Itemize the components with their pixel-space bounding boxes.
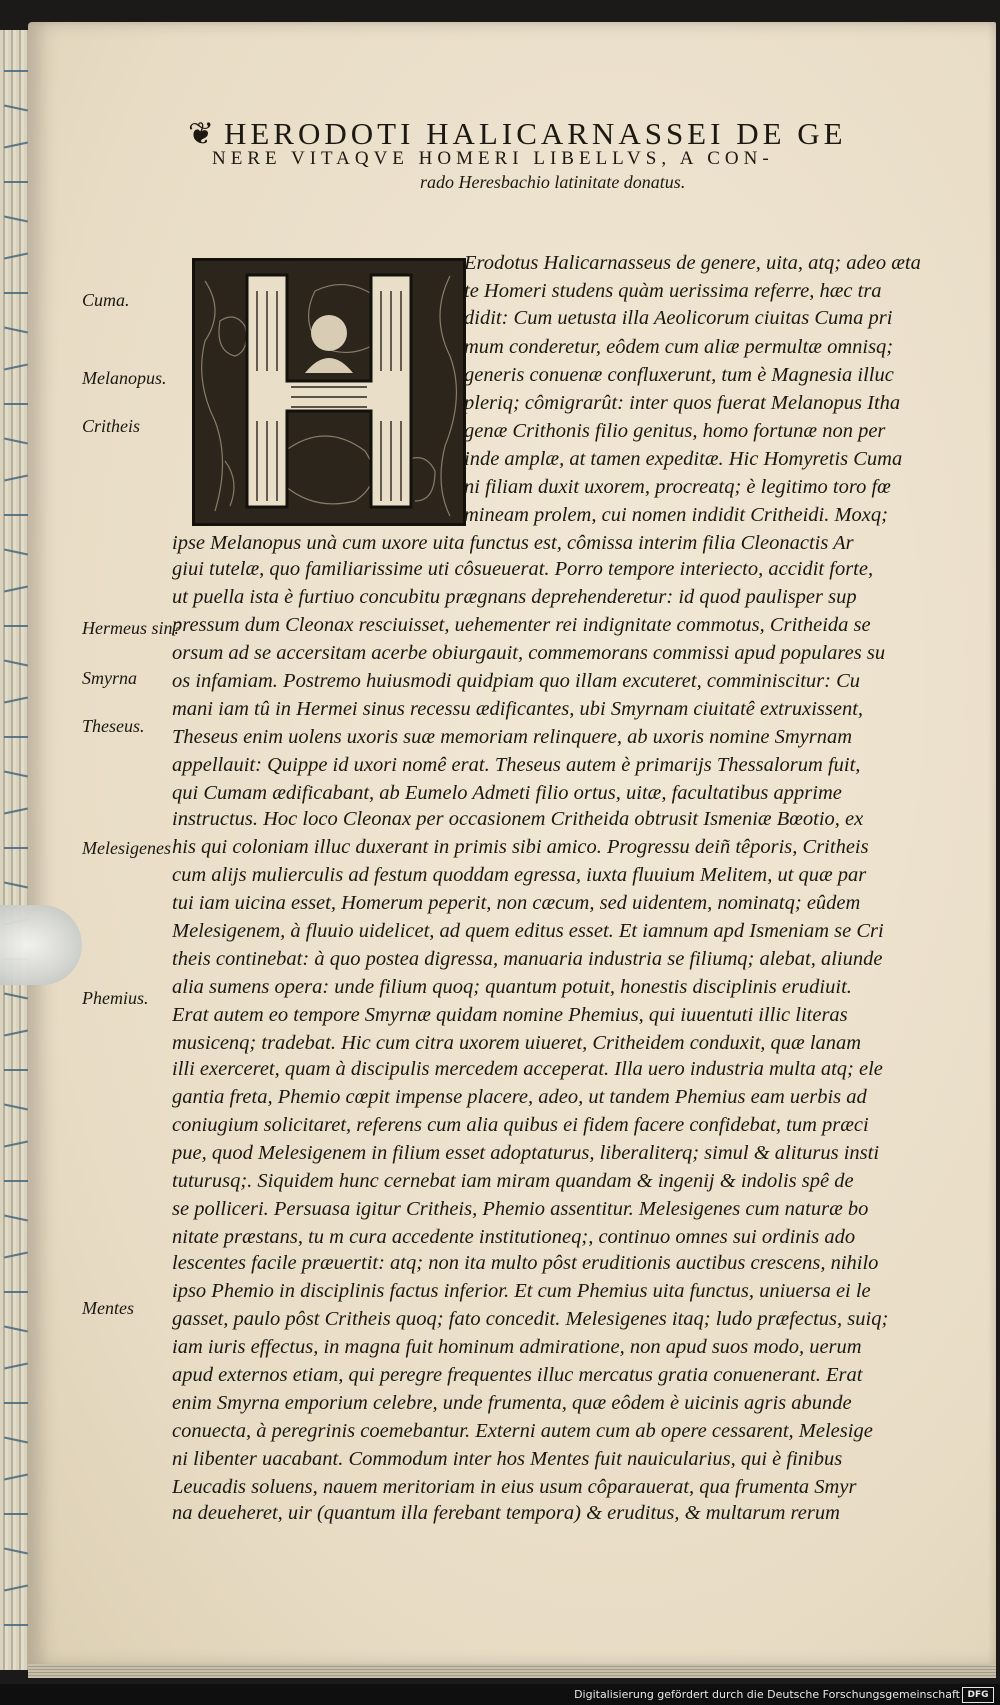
body-line: Leucadis soluens, nauem meritoriam in eius usum côparauerat, qua frumenta Smyr bbox=[172, 1476, 857, 1498]
body-line: alia sumens opera: unde filium quoq; quantum potuit, honestis disciplinis erudiuit. bbox=[172, 976, 852, 998]
binding-ink-mark bbox=[4, 1326, 28, 1333]
body-line: ut puella ista è furtiuo concubitu prægnans deprehenderetur: id quod paulisper sup bbox=[172, 586, 857, 608]
body-line: tuturusq;. Siquidem hunc cernebat iam miram quandam & ingenij & indolis spê de bbox=[172, 1170, 854, 1192]
binding-ink-mark bbox=[4, 1437, 28, 1444]
binding-ink-mark bbox=[4, 549, 28, 556]
binding-ink-mark bbox=[4, 253, 28, 260]
binding-ink-mark bbox=[4, 142, 28, 149]
binding-ink-mark bbox=[4, 1548, 28, 1555]
body-line: qui Cumam ædificabant, ab Eumelo Admeti filio ortus, uitæ, facultatibus apprime bbox=[172, 782, 842, 804]
margin-note: Smyrna bbox=[82, 668, 137, 688]
binding-ink-mark bbox=[4, 1180, 28, 1182]
binding-ink-mark bbox=[4, 1252, 28, 1259]
body-line: na deueheret, uir (quantum illa ferebant tempora) & eruditus, & multarum rerum bbox=[172, 1502, 840, 1524]
binding-ink-mark bbox=[4, 847, 28, 849]
binding-ink-mark bbox=[4, 70, 28, 72]
body-line: tui iam uicina esset, Homerum peperit, non cæcum, sed uidentem, nominatq; eûdem bbox=[172, 892, 861, 914]
page-clip bbox=[0, 905, 82, 985]
dfg-logo: DFG bbox=[962, 1687, 994, 1703]
margin-note: Melanopus. bbox=[82, 368, 167, 388]
margin-note: Phemius. bbox=[82, 988, 149, 1008]
binding-ink-mark bbox=[4, 438, 28, 445]
body-line: pue, quod Melesigenem in filium esset adoptaturus, liberaliterq; simul & aliturus insti bbox=[172, 1142, 880, 1164]
body-line: ni filiam duxit uxorem, procreatq; è legitimo toro fœ bbox=[464, 476, 891, 498]
binding-ink-mark bbox=[4, 993, 28, 1000]
body-line: gantia freta, Phemio cœpit impense placere, adeo, ut tandem Phemius eam uerbis ad bbox=[172, 1086, 867, 1108]
margin-note: Critheis bbox=[82, 416, 141, 436]
binding-ink-mark bbox=[4, 586, 28, 593]
body-line: gasset, paulo pôst Critheis quoq; fato concedit. Melesigenes itaq; ludo præfectus, suiq; bbox=[172, 1308, 889, 1330]
body-line: lescentes facile præuertit: atq; non ita multo pôst eruditionis auctibus crescens, nihilo bbox=[172, 1252, 879, 1274]
binding-ink-mark bbox=[4, 105, 28, 112]
binding-ink-mark bbox=[4, 216, 28, 223]
footer-credit: Digitalisierung gefördert durch die Deutsche Forschungsgemeinschaft bbox=[574, 1688, 960, 1701]
body-line: ipso Phemio in disciplinis factus inferior. Et cum Phemius uita functus, uniuersa ei le bbox=[172, 1280, 871, 1302]
body-line: ipse Melanopus unà cum uxore uita functus est, cômissa interim filia Cleonactis Ar bbox=[172, 532, 854, 554]
body-line: generis conuenæ confluxerunt, tum è Magnesia illuc bbox=[464, 364, 894, 386]
binding-ink-mark bbox=[4, 660, 28, 667]
body-line: appellauit: Quippe id uxori nomê erat. Theseus autem è primarijs Thessalorum fuit, bbox=[172, 754, 861, 776]
body-line: Theseus enim uolens uxoris suæ memoriam relinquere, ab uxoris nomine Smyrnam bbox=[172, 726, 853, 748]
body-line: coniugium solicitaret, referens cum alia quibus ei fidem facere confidebat, tum præci bbox=[172, 1114, 869, 1136]
body-line: genæ Crithonis filio genitus, homo fortunæ non per bbox=[464, 420, 886, 442]
title-line-1 bbox=[188, 116, 948, 152]
binding-ink-mark bbox=[4, 625, 28, 627]
body-line: Erodotus Halicarnasseus de genere, uita, atq; adeo æta bbox=[464, 252, 921, 274]
body-line: didit: Cum uetusta illa Aeolicorum ciuitas Cuma pri bbox=[464, 307, 893, 329]
binding-ink-mark bbox=[4, 181, 28, 183]
body-line: conuecta, à peregrinis coemebantur. Externi autem cum ab opere cessarent, Melesige bbox=[172, 1420, 873, 1442]
body-line: pressum dum Cleonax resciuisset, uehementer rei indignitate commotus, Critheida se bbox=[172, 614, 871, 636]
binding-ink-mark bbox=[4, 514, 28, 516]
fleuron-icon: ❦ bbox=[188, 116, 218, 151]
binding-ink-mark bbox=[4, 1474, 28, 1481]
body-line: enim Smyrna emporium celebre, unde frumenta, quæ eôdem è uicinis agris abunde bbox=[172, 1392, 852, 1414]
body-line: illi exerceret, quam à discipulis mercedem acceperat. Illa uero industria multa atq; ele bbox=[172, 1058, 883, 1080]
body-line: te Homeri studens quàm uerissima referre, hæc tra bbox=[464, 280, 882, 302]
binding-ink-mark bbox=[4, 771, 28, 778]
title-line-3: rado Heresbachio latinitate donatus. bbox=[420, 172, 686, 192]
binding-ink-mark bbox=[4, 403, 28, 405]
title-line-1-text: HERODOTI HALICARNASSEI DE GE bbox=[223, 116, 847, 151]
binding-ink-mark bbox=[4, 1069, 28, 1071]
binding-ink-mark bbox=[4, 1585, 28, 1592]
margin-note: Melesigenes bbox=[82, 838, 171, 858]
binding-ink-mark bbox=[4, 292, 28, 294]
body-line: theis continebat: à quo postea digressa, manuaria industria se filiumq; alebat, aliunde bbox=[172, 948, 883, 970]
body-line: his qui coloniam illuc duxerant in primis sibi amico. Progressu deiñ têporis, Critheis bbox=[172, 836, 869, 858]
body-line: iam iuris effectus, in magna fuit hominum admiratione, non apud suos modo, uerum bbox=[172, 1336, 862, 1358]
body-line: ni libenter uacabant. Commodum inter hos Mentes fuit nauicularius, qui è finibus bbox=[172, 1448, 843, 1470]
body-line: pleriq; cômigrarût: inter quos fuerat Melanopus Itha bbox=[464, 392, 901, 414]
binding-ink-mark bbox=[4, 697, 28, 704]
binding-ink-mark bbox=[4, 1141, 28, 1148]
body-line: cum alijs mulierculis ad festum quoddam egressa, iuxta fluuium Melitem, ut quæ par bbox=[172, 864, 867, 886]
body-line: giui tutelæ, quo familiarissime uti côsueuerat. Porro tempore interiecto, accidit forte, bbox=[172, 558, 874, 580]
binding-ink-mark bbox=[4, 1215, 28, 1222]
binding-ink-mark bbox=[4, 1402, 28, 1404]
binding-ink-mark bbox=[4, 364, 28, 371]
body-line: apud externos etiam, qui peregre frequentes illuc mercatus gratia conuenerant. Erat bbox=[172, 1364, 863, 1386]
body-line: mani iam tû in Hermei sinus recessu ædificantes, ubi Smyrnam ciuitatê extruxissent, bbox=[172, 698, 864, 720]
binding-ink-mark bbox=[4, 475, 28, 482]
binding-ink-mark bbox=[4, 1363, 28, 1370]
body-line: Erat autem eo tempore Smyrnæ quidam nomine Phemius, qui iuuentuti illic literas bbox=[172, 1004, 848, 1026]
body-line: Melesigenem, à fluuio uidelicet, ad quem editus esset. Et iamnum apd Ismeniam se Cri bbox=[172, 920, 884, 942]
margin-note: Theseus. bbox=[82, 716, 145, 736]
binding-ink-mark bbox=[4, 1030, 28, 1037]
binding-ink-mark bbox=[4, 327, 28, 334]
body-line: mineam prolem, cui nomen indidit Critheidi. Moxq; bbox=[464, 504, 888, 526]
title-line-2: NERE VITAQVE HOMERI LIBELLVS, A CON- bbox=[212, 148, 774, 169]
margin-note: Hermeus sin? bbox=[82, 618, 182, 638]
body-line: os infamiam. Postremo huiusmodi quidpiam quo illam excuteret, comminiscitur: Cu bbox=[172, 670, 861, 692]
binding-ink-mark bbox=[4, 736, 28, 738]
body-line: inde amplæ, at tamen expeditæ. Hic Homyretis Cuma bbox=[464, 448, 903, 470]
body-line: nitate præstans, tu m cura accedente institutioneq;, continuo omnes sui ordinis ado bbox=[172, 1226, 856, 1248]
woodcut-initial bbox=[192, 258, 466, 526]
binding-ink-mark bbox=[4, 808, 28, 815]
binding-ink-mark bbox=[4, 1104, 28, 1111]
binding-ink-mark bbox=[4, 1291, 28, 1293]
body-line: se polliceri. Persuasa igitur Critheis, Phemio assentitur. Melesigenes cum naturæ bo bbox=[172, 1198, 869, 1220]
margin-note: Cuma. bbox=[82, 290, 130, 310]
binding-ink-mark bbox=[4, 882, 28, 889]
binding-ink-mark bbox=[4, 1624, 28, 1626]
page-bottom-edge bbox=[28, 1664, 996, 1678]
body-line: instructus. Hoc loco Cleonax per occasionem Critheida obtrusit Ismeniæ Bœotio, ex bbox=[172, 808, 864, 830]
body-line: orsum ad se accersitam acerbe obiurgauit, commemorans commissi apud populares su bbox=[172, 642, 886, 664]
binding-ink-mark bbox=[4, 1513, 28, 1515]
margin-note: Mentes bbox=[82, 1298, 134, 1318]
body-line: musicenq; tradebat. Hic cum citra uxorem uiueret, Critheidem conduxit, quæ lanam bbox=[172, 1032, 862, 1054]
woodcut-initial-illustration bbox=[195, 261, 463, 523]
body-line: mum conderetur, eôdem cum aliæ permultæ omnisq; bbox=[464, 336, 894, 358]
